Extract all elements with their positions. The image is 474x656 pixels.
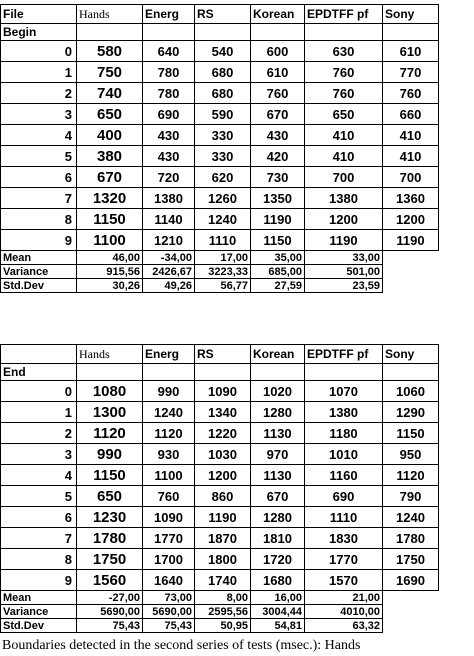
column-header-korean: Korean [251, 345, 305, 364]
value-cell: 1720 [251, 549, 305, 570]
value-cell: 600 [251, 41, 305, 62]
stat-row [1, 251, 439, 265]
value-cell: 1680 [251, 570, 305, 591]
column-header-korean: Korean [251, 5, 305, 24]
value-cell: 950 [383, 444, 439, 465]
empty-cell [195, 24, 251, 41]
stat-value: 3223,33 [195, 265, 251, 279]
table-end-body [1, 345, 439, 633]
empty-cell [251, 24, 305, 41]
value-cell: 410 [305, 125, 383, 146]
value-cell: 990 [77, 444, 143, 465]
stat-label: Mean [1, 591, 77, 605]
stat-value: 33,00 [305, 251, 383, 265]
value-cell: 1290 [383, 402, 439, 423]
stat-row [1, 279, 439, 293]
value-cell: 1120 [383, 465, 439, 486]
stat-row [1, 591, 439, 605]
stat-value: 23,59 [305, 279, 383, 293]
value-cell: 610 [251, 62, 305, 83]
value-cell: 650 [77, 486, 143, 507]
row-label: 2 [1, 83, 77, 104]
table-row [1, 486, 439, 507]
value-cell: 1150 [77, 209, 143, 230]
row-label: 3 [1, 104, 77, 125]
value-cell: 690 [143, 104, 195, 125]
stat-value: 16,00 [251, 591, 305, 605]
value-cell: 1780 [383, 528, 439, 549]
stat-value: 50,95 [195, 619, 251, 633]
value-cell: 1830 [305, 528, 383, 549]
value-cell: 1190 [305, 230, 383, 251]
value-cell: 1110 [195, 230, 251, 251]
column-header-sony: Sony [383, 345, 439, 364]
table-row [1, 381, 439, 402]
value-cell: 990 [143, 381, 195, 402]
table-row [1, 104, 439, 125]
value-cell: 760 [383, 83, 439, 104]
value-cell: 400 [77, 125, 143, 146]
value-cell: 430 [143, 125, 195, 146]
value-cell: 1750 [77, 549, 143, 570]
column-header-hands: Hands [77, 345, 143, 364]
value-cell: 1150 [77, 465, 143, 486]
value-cell: 720 [143, 167, 195, 188]
section-label-begin: Begin [1, 24, 77, 41]
value-cell: 1100 [77, 230, 143, 251]
value-cell: 1150 [251, 230, 305, 251]
value-cell: 1320 [77, 188, 143, 209]
file-label: File [1, 5, 77, 24]
value-cell: 1150 [383, 423, 439, 444]
empty-cell [195, 364, 251, 381]
value-cell: 770 [383, 62, 439, 83]
row-label: 3 [1, 444, 77, 465]
row-label: 9 [1, 230, 77, 251]
value-cell: 540 [195, 41, 251, 62]
value-cell: 700 [305, 167, 383, 188]
value-cell: 1160 [305, 465, 383, 486]
value-cell: 1140 [143, 209, 195, 230]
value-cell: 1340 [195, 402, 251, 423]
empty-cell [143, 364, 195, 381]
table-row [1, 444, 439, 465]
empty-cell [305, 364, 383, 381]
stat-value: 915,56 [77, 265, 143, 279]
value-cell: 760 [251, 83, 305, 104]
value-cell: 1220 [195, 423, 251, 444]
stat-value: 8,00 [195, 591, 251, 605]
value-cell: 930 [143, 444, 195, 465]
stat-value: 2426,67 [143, 265, 195, 279]
empty-cell [251, 364, 305, 381]
figure-caption: Boundaries detected in the second series of tests (msec.): Hands [2, 638, 361, 653]
value-cell: 650 [77, 104, 143, 125]
value-cell: 740 [77, 83, 143, 104]
value-cell: 1200 [195, 465, 251, 486]
value-cell: 420 [251, 146, 305, 167]
value-cell: 670 [77, 167, 143, 188]
stat-value: 56,77 [195, 279, 251, 293]
stat-value: 27,59 [251, 279, 305, 293]
value-cell: 1210 [143, 230, 195, 251]
table-begin-body [1, 5, 439, 293]
column-header-rs: RS [195, 345, 251, 364]
value-cell: 1070 [305, 381, 383, 402]
stat-label: Std.Dev [1, 619, 77, 633]
column-header-sony: Sony [383, 5, 439, 24]
row-label: 5 [1, 146, 77, 167]
value-cell: 780 [143, 83, 195, 104]
value-cell: 1570 [305, 570, 383, 591]
table-row [1, 402, 439, 423]
empty-cell [383, 265, 439, 279]
value-cell: 680 [195, 62, 251, 83]
value-cell: 1640 [143, 570, 195, 591]
value-cell: 1770 [305, 549, 383, 570]
row-label: 7 [1, 528, 77, 549]
value-cell: 680 [195, 83, 251, 104]
row-label: 0 [1, 381, 77, 402]
value-cell: 1360 [383, 188, 439, 209]
stat-value: 501,00 [305, 265, 383, 279]
table-row [1, 465, 439, 486]
table-row [1, 167, 439, 188]
empty-cell [1, 345, 77, 364]
column-header-rs: RS [195, 5, 251, 24]
table-row [1, 209, 439, 230]
row-label: 6 [1, 167, 77, 188]
row-label: 5 [1, 486, 77, 507]
row-label: 4 [1, 465, 77, 486]
stat-value: 75,43 [77, 619, 143, 633]
value-cell: 380 [77, 146, 143, 167]
value-cell: 1060 [383, 381, 439, 402]
value-cell: 1700 [143, 549, 195, 570]
value-cell: 1010 [305, 444, 383, 465]
table-row [1, 507, 439, 528]
value-cell: 1800 [195, 549, 251, 570]
value-cell: 430 [143, 146, 195, 167]
empty-cell [383, 605, 439, 619]
value-cell: 1240 [383, 507, 439, 528]
value-cell: 790 [383, 486, 439, 507]
table-row [1, 423, 439, 444]
value-cell: 1380 [305, 402, 383, 423]
stat-value: 73,00 [143, 591, 195, 605]
stat-value: 2595,56 [195, 605, 251, 619]
row-label: 7 [1, 188, 77, 209]
table-row [1, 230, 439, 251]
value-cell: 1130 [251, 465, 305, 486]
column-header-energ: Energ [143, 345, 195, 364]
value-cell: 1240 [143, 402, 195, 423]
table-row [1, 41, 439, 62]
column-header-hands: Hands [77, 5, 143, 24]
value-cell: 1190 [195, 507, 251, 528]
value-cell: 1100 [143, 465, 195, 486]
value-cell: 1120 [143, 423, 195, 444]
empty-cell [383, 279, 439, 293]
value-cell: 1020 [251, 381, 305, 402]
value-cell: 780 [143, 62, 195, 83]
value-cell: 630 [305, 41, 383, 62]
value-cell: 690 [305, 486, 383, 507]
row-label: 8 [1, 549, 77, 570]
empty-cell [383, 24, 439, 41]
table-row [1, 62, 439, 83]
value-cell: 1780 [77, 528, 143, 549]
value-cell: 1280 [251, 507, 305, 528]
section-row [1, 364, 439, 381]
value-cell: 1560 [77, 570, 143, 591]
stat-value: 21,00 [305, 591, 383, 605]
value-cell: 1200 [383, 209, 439, 230]
table-row [1, 528, 439, 549]
empty-cell [77, 364, 143, 381]
value-cell: 1230 [77, 507, 143, 528]
row-label: 9 [1, 570, 77, 591]
row-label: 8 [1, 209, 77, 230]
value-cell: 1810 [251, 528, 305, 549]
stat-label: Std.Dev [1, 279, 77, 293]
table-row [1, 549, 439, 570]
row-label: 4 [1, 125, 77, 146]
table-row [1, 188, 439, 209]
value-cell: 750 [77, 62, 143, 83]
value-cell: 1080 [77, 381, 143, 402]
stat-label: Variance [1, 605, 77, 619]
value-cell: 410 [305, 146, 383, 167]
row-label: 0 [1, 41, 77, 62]
value-cell: 620 [195, 167, 251, 188]
value-cell: 1350 [251, 188, 305, 209]
value-cell: 430 [251, 125, 305, 146]
column-header-epdtff: EPDTFF pf [305, 345, 383, 364]
value-cell: 1130 [251, 423, 305, 444]
section-label-end: End [1, 364, 77, 381]
stat-value: -34,00 [143, 251, 195, 265]
stat-value: -27,00 [77, 591, 143, 605]
stat-value: 54,81 [251, 619, 305, 633]
empty-cell [305, 24, 383, 41]
value-cell: 1870 [195, 528, 251, 549]
row-label: 1 [1, 402, 77, 423]
value-cell: 650 [305, 104, 383, 125]
row-label: 1 [1, 62, 77, 83]
value-cell: 860 [195, 486, 251, 507]
value-cell: 1180 [305, 423, 383, 444]
value-cell: 1380 [143, 188, 195, 209]
stat-label: Variance [1, 265, 77, 279]
value-cell: 610 [383, 41, 439, 62]
stat-value: 17,00 [195, 251, 251, 265]
value-cell: 1740 [195, 570, 251, 591]
value-cell: 580 [77, 41, 143, 62]
stat-value: 46,00 [77, 251, 143, 265]
stat-value: 4010,00 [305, 605, 383, 619]
value-cell: 1090 [195, 381, 251, 402]
value-cell: 1090 [143, 507, 195, 528]
value-cell: 1300 [77, 402, 143, 423]
table-row [1, 125, 439, 146]
value-cell: 760 [143, 486, 195, 507]
value-cell: 590 [195, 104, 251, 125]
stat-value: 63,32 [305, 619, 383, 633]
value-cell: 1280 [251, 402, 305, 423]
value-cell: 1030 [195, 444, 251, 465]
value-cell: 700 [383, 167, 439, 188]
stat-label: Mean [1, 251, 77, 265]
stat-row [1, 619, 439, 633]
value-cell: 970 [251, 444, 305, 465]
stat-value: 35,00 [251, 251, 305, 265]
value-cell: 670 [251, 104, 305, 125]
stat-value: 5690,00 [77, 605, 143, 619]
value-cell: 1750 [383, 549, 439, 570]
value-cell: 1110 [305, 507, 383, 528]
value-cell: 1380 [305, 188, 383, 209]
column-header-epdtff: EPDTFF pf [305, 5, 383, 24]
value-cell: 330 [195, 125, 251, 146]
empty-cell [383, 251, 439, 265]
empty-cell [143, 24, 195, 41]
value-cell: 1190 [251, 209, 305, 230]
value-cell: 330 [195, 146, 251, 167]
empty-cell [77, 24, 143, 41]
value-cell: 1240 [195, 209, 251, 230]
column-header-energ: Energ [143, 5, 195, 24]
empty-cell [383, 619, 439, 633]
table-row [1, 570, 439, 591]
stat-value: 685,00 [251, 265, 305, 279]
value-cell: 410 [383, 125, 439, 146]
value-cell: 1770 [143, 528, 195, 549]
table-row [1, 83, 439, 104]
value-cell: 660 [383, 104, 439, 125]
row-label: 2 [1, 423, 77, 444]
value-cell: 1260 [195, 188, 251, 209]
table-row [1, 146, 439, 167]
value-cell: 1190 [383, 230, 439, 251]
stat-row [1, 605, 439, 619]
value-cell: 640 [143, 41, 195, 62]
row-label: 6 [1, 507, 77, 528]
value-cell: 730 [251, 167, 305, 188]
header-row [1, 5, 439, 24]
value-cell: 410 [383, 146, 439, 167]
stat-row [1, 265, 439, 279]
value-cell: 760 [305, 62, 383, 83]
section-row [1, 24, 439, 41]
value-cell: 1120 [77, 423, 143, 444]
stat-value: 3004,44 [251, 605, 305, 619]
stat-value: 75,43 [143, 619, 195, 633]
stat-value: 5690,00 [143, 605, 195, 619]
value-cell: 1690 [383, 570, 439, 591]
stat-value: 30,26 [77, 279, 143, 293]
value-cell: 670 [251, 486, 305, 507]
header-row [1, 345, 439, 364]
value-cell: 760 [305, 83, 383, 104]
empty-cell [383, 591, 439, 605]
stat-value: 49,26 [143, 279, 195, 293]
value-cell: 1200 [305, 209, 383, 230]
empty-cell [383, 364, 439, 381]
table-begin [0, 4, 439, 293]
table-end [0, 344, 439, 633]
